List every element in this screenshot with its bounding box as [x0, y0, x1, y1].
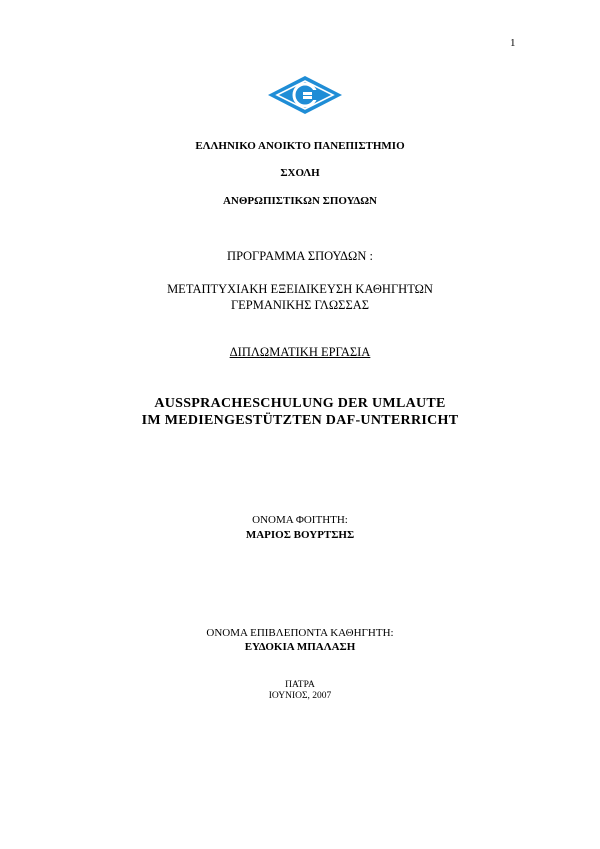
thesis-title-line-1: AUSSPRACHESCHULUNG DER UMLAUTE: [154, 396, 446, 411]
supervisor-label: ΟΝΟΜΑ ΕΠΙΒΛΕΠΟΝΤΑ ΚΑΘΗΓΗΤΗ:: [206, 627, 394, 639]
thesis-title-line-2: IM MEDIENGESTÜTZTEN DAF-UNTERRICHT: [141, 413, 459, 428]
thesis-type-text: ΔΙΠΛΩΜΑΤΙΚΗ ΕΡΓΑΣΙΑ: [229, 345, 371, 359]
student-label: ΟΝΟΜΑ ΦΟΙΤΗΤΗ:: [252, 514, 348, 526]
university-name: ΕΛΛΗΝΙΚΟ ΑΝΟΙΚΤΟ ΠΑΝΕΠΙΣΤΗΜΙΟ: [195, 140, 405, 152]
date: ΙΟΥΝΙΟΣ, 2007: [268, 691, 332, 701]
program-line-1: ΜΕΤΑΠΤΥΧΙΑΚΗ ΕΞΕΙΔΙΚΕΥΣΗ ΚΑΘΗΓΗΤΩΝ: [167, 282, 433, 296]
faculty-name: ΑΝΘΡΩΠΙΣΤΙΚΩΝ ΣΠΟΥΔΩΝ: [222, 195, 377, 207]
city: ΠΑΤΡΑ: [285, 680, 315, 690]
thesis-type: [0, 345, 600, 360]
student-name: ΜΑΡΙΟΣ ΒΟΥΡΤΣΗΣ: [245, 529, 355, 541]
program-line-2: ΓΕΡΜΑΝΙΚΗΣ ΓΛΩΣΣΑΣ: [230, 298, 370, 312]
school-name: ΣΧΟΛΗ: [280, 167, 320, 179]
page-number: 1: [510, 37, 516, 49]
program-label: ΠΡΟΓΡΑΜΜΑ ΣΠΟΥΔΩΝ :: [227, 249, 373, 263]
supervisor-name: ΕΥΔΟΚΙΑ ΜΠΑΛΑΣΗ: [244, 641, 356, 653]
university-logo-icon: [267, 75, 343, 115]
